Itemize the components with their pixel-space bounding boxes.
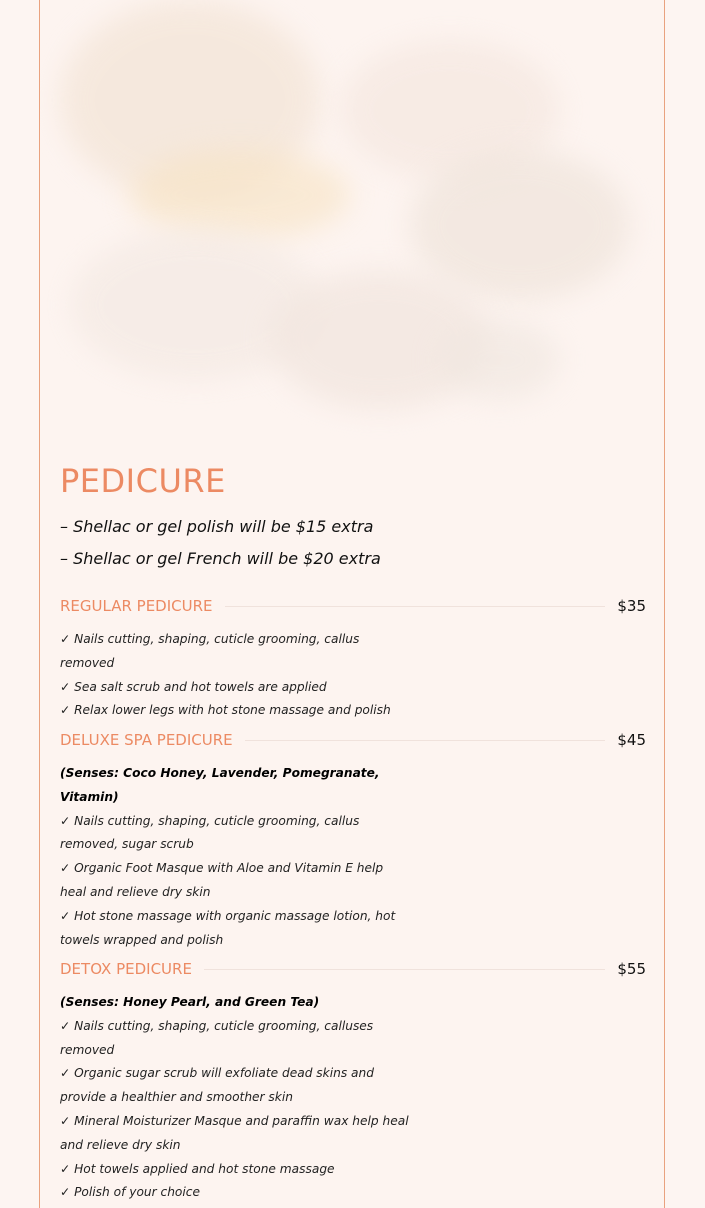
list-item: ✓ Hot stone massage with organic massage lotion, hot towels wrapped and polish — [60, 908, 396, 947]
list-item: ✓ Sea salt scrub and hot towels are applied — [60, 679, 327, 694]
service-header-regular — [60, 594, 646, 618]
list-item: ✓ Nails cutting, shaping, cuticle grooming, callus removed, sugar scrub — [60, 813, 360, 852]
list-item: ✓ Mineral Moisturizer Masque and paraffin wax help heal and relieve dry skin — [60, 1113, 409, 1152]
divider-line — [204, 969, 605, 970]
service-details-regular — [60, 628, 410, 723]
service-header-deluxe — [60, 728, 646, 752]
service-name: REGULAR PEDICURE — [60, 597, 213, 615]
service-price: $35 — [617, 597, 646, 615]
list-item: ✓ Relax lower legs with hot stone massage and polish — [60, 703, 391, 718]
note-shellac-french: – Shellac or gel French will be $20 extra — [60, 549, 381, 568]
service-price: $55 — [617, 960, 646, 978]
service-name: DETOX PEDICURE — [60, 960, 192, 978]
hero-image — [40, 0, 664, 440]
senses-label: (Senses: Coco Honey, Lavender, Pomegranate, Vitamin) — [60, 766, 380, 804]
list-item: ✓ Polish of your choice — [60, 1185, 200, 1200]
divider-line — [225, 606, 606, 607]
list-item: ✓ Nails cutting, shaping, cuticle grooming, calluses removed — [60, 1018, 374, 1057]
divider-line — [245, 740, 606, 741]
service-price: $45 — [617, 731, 646, 749]
senses-label: (Senses: Honey Pearl, and Green Tea) — [60, 995, 320, 1009]
list-item: ✓ Organic Foot Masque with Aloe and Vitamin E help heal and relieve dry skin — [60, 861, 384, 899]
service-details-deluxe — [60, 762, 410, 952]
page-title: PEDICURE — [60, 462, 226, 500]
service-details-detox — [60, 991, 410, 1205]
note-shellac-polish: – Shellac or gel polish will be $15 extra — [60, 517, 374, 536]
list-item: ✓ Hot towels applied and hot stone massage — [60, 1161, 335, 1176]
service-header-detox — [60, 957, 646, 981]
list-item: ✓ Organic sugar scrub will exfoliate dead skins and provide a healthier and smoother skin — [60, 1066, 374, 1105]
service-name: DELUXE SPA PEDICURE — [60, 731, 233, 749]
list-item: ✓ Nails cutting, shaping, cuticle grooming, callus removed — [60, 632, 360, 670]
